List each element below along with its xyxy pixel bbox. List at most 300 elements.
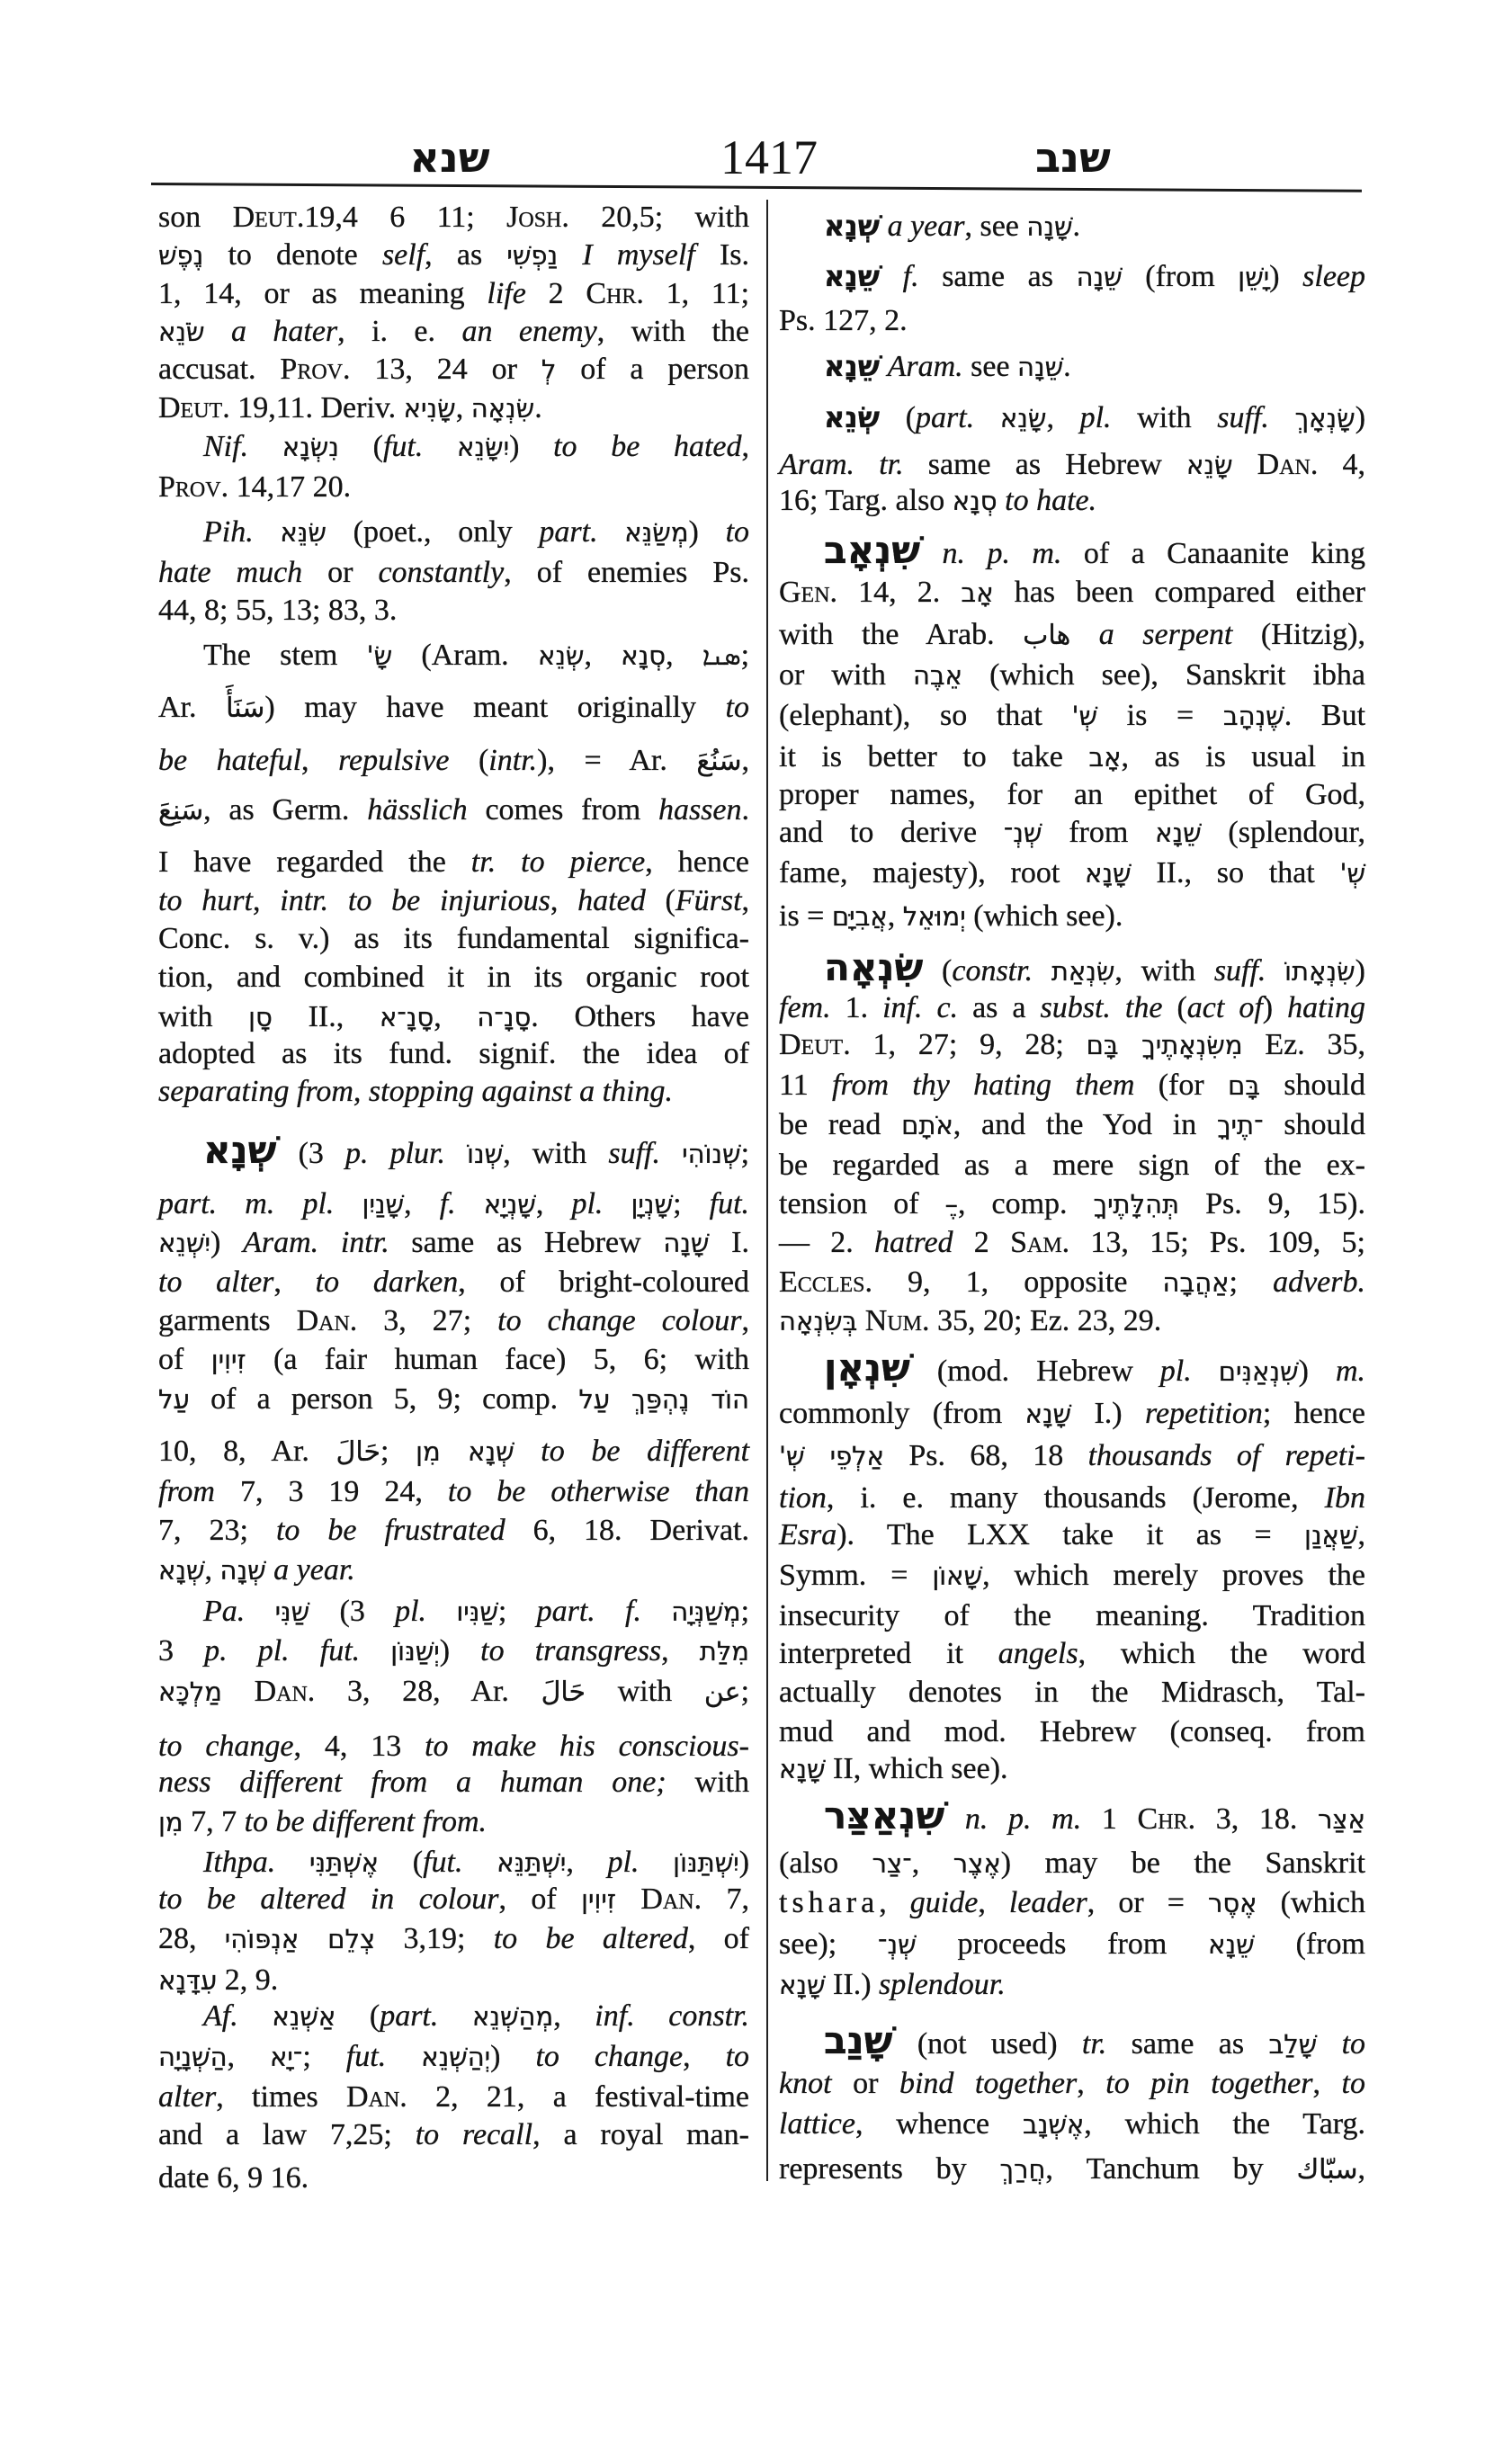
text-line xyxy=(158,555,749,591)
italic-text: p. plur. xyxy=(345,1137,446,1170)
text-line xyxy=(158,1674,749,1710)
italic-text: separating from, stopping against a thing. xyxy=(158,1075,674,1108)
text: 20,5; with xyxy=(568,201,750,234)
text xyxy=(616,1882,640,1916)
italic-text: Aram. intr. xyxy=(243,1226,389,1259)
text xyxy=(360,1634,390,1668)
text: 11 xyxy=(779,1069,833,1102)
hebrew-headword-large: שִׁנְאָן xyxy=(824,1346,910,1390)
hebrew-word: סָן xyxy=(248,1002,273,1033)
text-line xyxy=(158,690,749,726)
text: tion, and combined it in its organic root xyxy=(158,961,749,994)
text xyxy=(275,1846,309,1879)
italic-text: Aram. xyxy=(887,350,963,383)
italic-text: n. p. m. xyxy=(942,537,1062,570)
text-line xyxy=(158,469,749,505)
hebrew-word: שָׁנָה xyxy=(1026,211,1073,242)
text-line xyxy=(779,1517,1365,1553)
text: 28, xyxy=(158,1922,225,1955)
text: with xyxy=(158,1000,249,1033)
text: . But xyxy=(1284,699,1366,732)
text: 7, xyxy=(702,1882,750,1916)
text-line xyxy=(158,845,749,881)
text: , xyxy=(683,2040,726,2073)
text: , of enemies Ps. xyxy=(504,556,750,589)
text: , xyxy=(741,744,749,777)
text-line xyxy=(158,1729,749,1765)
text: . xyxy=(1063,350,1071,383)
text: interpreted it xyxy=(779,1637,998,1670)
book-reference: Dan. xyxy=(1257,448,1319,481)
text: be regarded as a mere sign of the ex- xyxy=(779,1149,1365,1182)
text: , xyxy=(404,1187,440,1221)
italic-text: constantly xyxy=(378,556,505,589)
italic-text: Esra xyxy=(779,1518,837,1551)
text: or xyxy=(831,2067,899,2100)
text-line xyxy=(158,921,749,957)
text-line xyxy=(779,1636,1365,1672)
hebrew-headword-large: שִׁנְאַצַּר xyxy=(824,1793,945,1838)
text: ; xyxy=(497,1595,537,1628)
hebrew-word: שָׁנְיָן xyxy=(631,1189,674,1220)
text: ( xyxy=(880,401,917,434)
hebrew-word: זִיוִין xyxy=(581,1884,616,1915)
hebrew-word: מְשַׂנֵּא xyxy=(624,517,689,548)
text xyxy=(603,1187,631,1221)
text: 2, 9. xyxy=(217,1963,279,1997)
italic-text: a year xyxy=(887,210,965,243)
text-line xyxy=(824,208,1365,244)
text: , Tanchum by xyxy=(1045,2152,1297,2186)
text: 1. xyxy=(830,991,883,1024)
text-line xyxy=(158,1225,749,1261)
italic-text: hatred xyxy=(874,1226,953,1259)
text xyxy=(944,1802,965,1836)
italic-text: from thy hating them xyxy=(832,1069,1135,1102)
text: ( xyxy=(1162,991,1187,1024)
text xyxy=(334,1187,362,1221)
text: with xyxy=(1111,401,1218,434)
text-line xyxy=(824,258,1365,294)
italic-text: Fürst xyxy=(675,884,742,917)
text-line xyxy=(779,1675,1365,1711)
text-line xyxy=(158,960,749,996)
book-reference: Prov. xyxy=(158,470,229,504)
text: , xyxy=(1357,1518,1365,1551)
text: 19,11. Deriv. xyxy=(229,391,404,425)
text-line xyxy=(779,1027,1365,1063)
text: Ar. xyxy=(158,691,227,724)
book-reference: Sam. xyxy=(1010,1226,1070,1259)
hebrew-word: אָב xyxy=(961,577,994,608)
text: 35, 20; Ez. 23, 29. xyxy=(929,1304,1162,1337)
hebrew-word: סָנָ־א xyxy=(379,1002,434,1033)
text xyxy=(386,2040,421,2073)
book-reference: Num. xyxy=(864,1304,930,1337)
text: , xyxy=(978,1886,1009,1919)
text: proper names, for an epithet of God, xyxy=(779,778,1365,811)
text-line xyxy=(779,2066,1365,2102)
text: , xyxy=(566,1846,608,1879)
text: ) may have meant originally xyxy=(264,691,726,724)
text: , xyxy=(550,884,578,917)
italic-text: to alter xyxy=(158,1265,274,1299)
hebrew-word: שֹׂנֵא xyxy=(158,317,205,347)
hebrew-word: אֹתָם xyxy=(901,1110,953,1140)
arabic-word: حَالَ xyxy=(336,1436,381,1468)
italic-text: guide xyxy=(909,1886,979,1919)
text: has been compared either xyxy=(993,576,1366,609)
italic-text: I myself xyxy=(582,238,695,272)
text: and to derive xyxy=(779,816,1004,849)
hebrew-word: סְנָא xyxy=(952,486,998,516)
text: , xyxy=(1077,2067,1106,2100)
text-line xyxy=(203,514,749,550)
text: 7, 7 xyxy=(183,1805,245,1838)
text: II.) xyxy=(825,1968,880,2001)
text: is = xyxy=(1097,699,1223,732)
text: (splendour, xyxy=(1201,816,1365,849)
text-line xyxy=(158,2079,749,2115)
text xyxy=(205,315,231,348)
hebrew-headword: שְׁנָא xyxy=(824,209,881,243)
text-line xyxy=(779,1751,1365,1787)
hebrew-word: שְׁנְ־ xyxy=(878,1929,917,1960)
text: fame, majesty), root xyxy=(779,856,1086,890)
italic-text: Pa. xyxy=(203,1595,246,1628)
italic-text: to be different xyxy=(541,1435,750,1468)
text: (for xyxy=(1134,1069,1228,1102)
text: , which the word xyxy=(1078,1637,1365,1670)
arabic-word: هاب xyxy=(1023,620,1071,651)
text: , 4, 13 xyxy=(293,1730,425,1763)
text-line xyxy=(824,1793,1366,1838)
text-line xyxy=(158,1186,749,1222)
text-line xyxy=(779,2106,1365,2142)
text: ( xyxy=(923,954,953,988)
text: . Others have xyxy=(531,1000,749,1033)
text-line xyxy=(158,999,749,1035)
text xyxy=(426,1595,456,1628)
text-line xyxy=(158,792,749,828)
text-line xyxy=(779,1303,1365,1339)
book-reference: Prov. xyxy=(280,353,351,386)
text: 1 xyxy=(1081,1802,1138,1836)
text: , xyxy=(455,391,471,425)
hebrew-word: אֵבֶה xyxy=(912,660,963,691)
text: ; xyxy=(740,1595,750,1628)
hebrew-word: אֶסֶר xyxy=(1207,1888,1257,1918)
text: to denote xyxy=(203,238,382,272)
text: see); xyxy=(779,1927,879,1961)
text xyxy=(254,515,281,549)
text: , which merely proves the xyxy=(982,1559,1366,1592)
italic-text: subst. the xyxy=(1040,991,1163,1024)
text xyxy=(1233,448,1257,481)
text: (from xyxy=(1122,260,1239,293)
text: , xyxy=(273,1265,316,1299)
book-reference: Josh. xyxy=(506,201,569,234)
text: , xyxy=(666,639,702,672)
text xyxy=(248,430,282,463)
text: , as Germ. xyxy=(203,793,368,827)
text-line xyxy=(158,1633,749,1669)
text xyxy=(558,238,582,272)
text: (a fair human face) 5, 6; with xyxy=(246,1343,749,1376)
text: ) xyxy=(509,430,554,463)
italic-text: self xyxy=(381,238,425,272)
italic-text: part. xyxy=(916,401,975,434)
text: represents by xyxy=(779,2152,1000,2186)
text: , whence xyxy=(854,2107,1023,2141)
hebrew-word: שַׁנִּיו xyxy=(456,1596,498,1627)
text-line xyxy=(158,1036,749,1072)
hebrew-word: שָׂנֵא xyxy=(999,403,1047,434)
text: with xyxy=(666,1766,749,1799)
text: proceeds from xyxy=(916,1927,1209,1961)
text xyxy=(238,1999,273,2033)
text: . xyxy=(534,391,542,425)
hebrew-word: נֶפֶשׁ xyxy=(158,240,204,271)
text: , as is usual in xyxy=(1121,740,1365,773)
book-reference: Dan. xyxy=(254,1675,316,1708)
text-line xyxy=(779,1967,1365,2003)
text: ; xyxy=(740,1137,750,1170)
italic-text: to change xyxy=(158,1730,294,1763)
italic-text: a serpent xyxy=(1098,618,1233,651)
italic-text: to change colour xyxy=(497,1304,742,1337)
hebrew-headword-large: שָׁנַב xyxy=(824,2018,893,2062)
text-line xyxy=(779,815,1365,851)
text xyxy=(245,1595,274,1628)
text xyxy=(1192,1355,1219,1388)
text: ) xyxy=(738,1846,750,1879)
text xyxy=(1269,401,1295,434)
italic-text: Nif. xyxy=(203,430,249,463)
text: I.) xyxy=(1071,1397,1145,1430)
italic-text: an enemy xyxy=(461,315,597,348)
italic-text: Ithpa. xyxy=(203,1846,276,1879)
italic-text: part. xyxy=(380,1999,439,2033)
hebrew-word: הוֹד נֶהְפַּךְ עַל xyxy=(578,1384,749,1415)
arabic-word: سَنُعَ xyxy=(696,746,742,777)
text xyxy=(463,1846,497,1879)
arabic-word: سَنِعَ xyxy=(158,795,204,827)
italic-text: f. xyxy=(902,260,919,293)
text-line xyxy=(779,855,1365,891)
italic-text: pl. xyxy=(395,1595,427,1628)
hebrew-word: בָּם xyxy=(1228,1070,1261,1101)
hebrew-word: חֲרַךְ xyxy=(999,2154,1046,2185)
italic-text: Af. xyxy=(203,1999,238,2033)
text-line xyxy=(779,303,1365,339)
italic-text: to be hated xyxy=(553,430,742,463)
hebrew-word: עִדָּנָא xyxy=(158,1965,218,1996)
text: Ps. 68, 18 xyxy=(884,1439,1088,1472)
italic-text: suff. xyxy=(608,1137,660,1170)
hebrew-word: לְ xyxy=(541,354,557,385)
text: , and the Yod in xyxy=(953,1108,1217,1141)
text-line xyxy=(824,528,1365,572)
text-line xyxy=(203,1128,750,1172)
text-line xyxy=(779,698,1365,734)
text-line xyxy=(779,1148,1365,1184)
text xyxy=(660,1137,682,1170)
text-line xyxy=(824,945,1365,989)
italic-text: fut. xyxy=(423,1846,463,1879)
text: 3, 18. xyxy=(1195,1802,1319,1836)
italic-text: to transgress xyxy=(480,1634,662,1668)
hebrew-word: אַהֲבָה xyxy=(1162,1267,1230,1298)
text: 6, 18. Derivat. xyxy=(505,1514,749,1547)
italic-text: part. xyxy=(539,515,598,549)
text: (also xyxy=(779,1846,872,1880)
text xyxy=(598,515,625,549)
text xyxy=(1266,954,1284,988)
text xyxy=(266,1553,274,1587)
text-line xyxy=(203,429,749,465)
text: ( xyxy=(645,884,675,917)
hebrew-word: שְׁנָא מִן xyxy=(416,1436,514,1467)
hebrew-word: שֵׁנָה xyxy=(1017,352,1064,382)
text: The stem xyxy=(203,639,367,672)
text: comes from xyxy=(467,793,658,827)
left-guide-word: שנא xyxy=(409,133,490,182)
hebrew-headword: שֵׁנָא xyxy=(824,259,881,293)
text xyxy=(974,401,1000,434)
italic-text: pl. xyxy=(1079,401,1112,434)
text xyxy=(880,260,903,293)
arabic-word: سبّاك xyxy=(1296,2154,1358,2186)
text-line xyxy=(779,1927,1365,1963)
text-line xyxy=(158,1804,749,1840)
hebrew-word: שָׁנָא xyxy=(1085,858,1132,889)
text: 7, 23; xyxy=(158,1514,276,1547)
text-line xyxy=(779,483,1365,519)
text xyxy=(880,210,888,243)
hebrew-word: שְׂנֵא xyxy=(537,640,585,671)
italic-text: repetition xyxy=(1144,1397,1263,1430)
italic-text: alter xyxy=(158,2080,217,2114)
text: adopted as its fund. signif. the idea of xyxy=(158,1037,749,1070)
hebrew-word: שֵׁנָה xyxy=(1076,262,1123,292)
italic-text: to be altered in colour xyxy=(158,1882,499,1916)
right-column xyxy=(779,0,1365,2450)
text: I. xyxy=(709,1226,750,1259)
text xyxy=(445,1137,467,1170)
text: . xyxy=(1072,210,1081,243)
arabic-word: سَنَأَ xyxy=(226,693,265,724)
text-line xyxy=(203,1594,749,1630)
hebrew-word: אַצַּר xyxy=(1318,1804,1366,1835)
hebrew-word: שָׁאוֹן xyxy=(932,1560,983,1591)
text-line xyxy=(779,1186,1365,1222)
text: from xyxy=(1042,816,1156,849)
text-line xyxy=(779,1396,1365,1432)
hebrew-word: שֵׁנָא xyxy=(1155,818,1202,848)
italic-text: act of xyxy=(1186,991,1263,1024)
hebrew-word: שְׁנוֹהִי xyxy=(682,1139,741,1169)
italic-text: to xyxy=(1341,2027,1366,2061)
text-line xyxy=(779,1265,1365,1301)
italic-text: fut. xyxy=(345,2040,387,2073)
text: 1, 11; xyxy=(643,277,750,310)
italic-text: inf. constr. xyxy=(595,1999,750,2033)
italic-text: pl. xyxy=(1159,1355,1192,1388)
hebrew-word: יְהַשְׁנֵא xyxy=(421,2042,491,2072)
italic-text: constr. xyxy=(952,954,1033,988)
hebrew-headword-large: שְׁנָא xyxy=(203,1128,277,1172)
hebrew-word: סְנָא xyxy=(621,640,667,671)
text: of a Canaanite king xyxy=(1061,537,1365,570)
book-reference: Deut. xyxy=(158,391,230,425)
text: , with the xyxy=(596,315,749,348)
text: 1, 14, or as meaning xyxy=(158,277,488,310)
text-line xyxy=(158,1342,749,1378)
italic-text: to be otherwise than xyxy=(447,1475,750,1508)
hebrew-word: יְשַׁנּוֹן xyxy=(390,1636,440,1667)
text: (3 xyxy=(276,1137,345,1170)
text-line xyxy=(158,593,749,629)
text: 3,19; xyxy=(375,1922,494,1955)
text xyxy=(514,1435,541,1468)
text: or xyxy=(302,556,379,589)
text-line xyxy=(158,2160,749,2196)
text-line xyxy=(203,1845,749,1881)
hebrew-word: ־צַר xyxy=(872,1848,912,1879)
text-line xyxy=(779,575,1365,611)
italic-text: to be altered xyxy=(493,1922,688,1955)
text-line xyxy=(158,1765,749,1801)
text-line xyxy=(158,1963,749,1998)
italic-text: intr. xyxy=(488,744,538,777)
hebrew-headword: שְׂנֵא xyxy=(824,400,881,434)
text: ; xyxy=(380,1435,416,1468)
text: insecurity of the meaning. Tradition xyxy=(779,1599,1365,1632)
text-line xyxy=(779,657,1365,693)
text: ) xyxy=(439,1634,481,1668)
italic-text: fem. xyxy=(779,991,831,1024)
italic-text: suff. xyxy=(1217,401,1269,434)
text: it is better to take xyxy=(779,740,1089,773)
text-line xyxy=(203,638,749,674)
hebrew-word: שָׁלַב xyxy=(1268,2029,1318,2060)
book-reference: Dan. xyxy=(640,1882,702,1916)
text-line xyxy=(158,1074,749,1110)
text xyxy=(1317,2027,1341,2061)
hebrew-word: אֲבִיָּם xyxy=(831,901,888,932)
italic-text: hated xyxy=(577,884,646,917)
text: mud and mod. Hebrew (conseq. from xyxy=(779,1715,1365,1748)
hebrew-word: יִשְׁתַּנּוֹן xyxy=(673,1847,739,1878)
text: ( xyxy=(336,1999,380,2033)
text: of xyxy=(158,1343,211,1376)
italic-text: knot xyxy=(779,2067,832,2100)
book-reference: Deut. xyxy=(779,1028,851,1061)
text-line xyxy=(158,237,749,273)
text xyxy=(920,537,942,570)
hebrew-word: בְּשִׂנְאָה xyxy=(779,1306,858,1337)
text: , i. e. xyxy=(337,315,462,348)
hebrew-word: הַשְׁנָיָה xyxy=(158,2042,228,2072)
italic-text: Pih. xyxy=(203,515,254,549)
text: 3, 27; xyxy=(357,1304,498,1337)
italic-text: tr. xyxy=(1081,2027,1107,2061)
text-line xyxy=(779,1438,1365,1474)
italic-text: intr. to be injurious xyxy=(280,884,550,917)
hebrew-word: שְׁנוֹ xyxy=(467,1139,504,1169)
text: ; xyxy=(673,1187,710,1221)
